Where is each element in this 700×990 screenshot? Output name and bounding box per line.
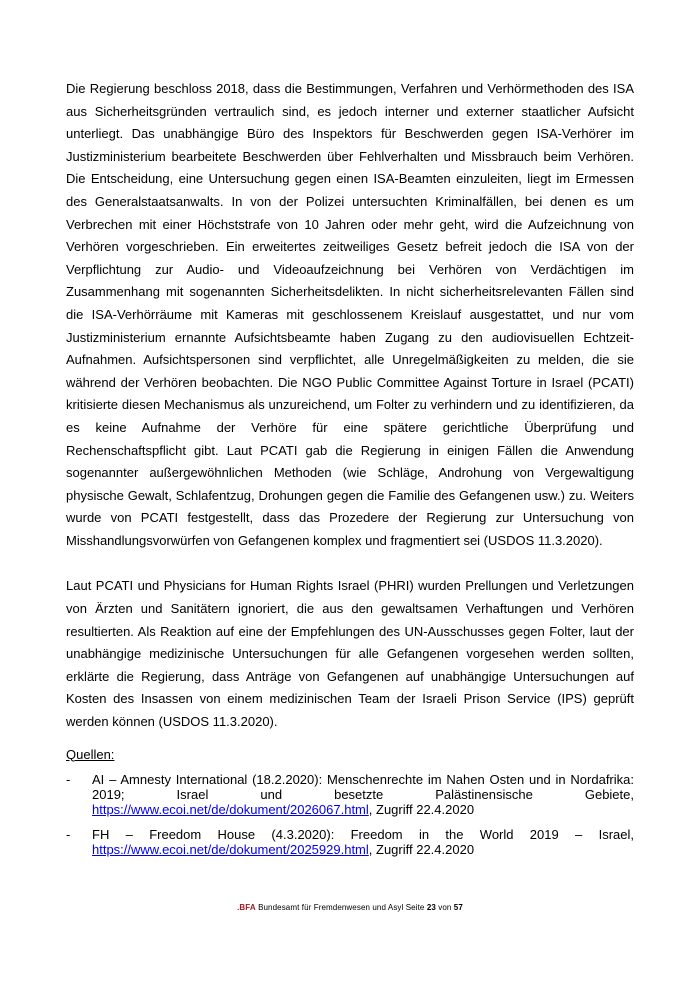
- list-bullet: -: [66, 827, 71, 843]
- source-text: FH – Freedom House (4.3.2020): Freedom in the World 2019 – Israel,: [92, 827, 634, 843]
- sources-heading: Quellen:: [66, 746, 115, 762]
- source-link[interactable]: https://www.ecoi.net/de/dokument/2025929.html: [92, 842, 369, 858]
- page-footer: [0, 903, 700, 913]
- source-link[interactable]: https://www.ecoi.net/de/dokument/2026067.html: [92, 802, 369, 818]
- footer-page-total: 57: [453, 903, 463, 912]
- source-text-block: [92, 772, 634, 817]
- footer-of-label: von: [438, 903, 452, 912]
- footer-page-label: Seite: [405, 903, 425, 912]
- bfa-logo: .BFA: [237, 903, 256, 912]
- source-item: [66, 827, 634, 857]
- footer-department: Bundesamt für Fremdenwesen und Asyl: [258, 903, 404, 912]
- body-paragraph-1: Die Regierung beschloss 2018, dass die Bestimmungen, Verfahren und Verhörmethoden des ISA aus Sicherheitsgründen vertraulich sind, es jedoch interner und externer staatlicher Aufsicht unterliegt. Das unabhängige Büro des Inspektors für Beschwerden gegen ISA-Verhörer im Justizministerium bearbeitete Beschwerden über Fehlverhalten und Missbrauch beim Verhören. Die Entscheidung, eine Untersuchung gegen einen ISA-Beamten einzuleiten, liegt im Ermessen des Generalstaatsanwalts. In von der Polizei untersuchten Kriminalfällen, bei denen es um Verbrechen mit einer Höchststrafe von 10 Jahren oder mehr geht, wird die Aufzeichnung von Verhören vorgeschrieben. Ein erweitertes zeitweiliges Gesetz befreit jedoch die ISA von der Verpflichtung zur Audio- und Videoaufzeichnung bei Verhören von Verdächtigen im Zusammenhang mit sogenannten Sicherheitsdelikten. In nicht sicherheitsrelevanten Fällen sind die ISA-Verhörräume mit Kameras mit geschlossenem Kreislauf ausgestattet, und nur vom Justizministerium ernannte Aufsichtsbeamte haben Zugang zu den audiovisuellen Echtzeit-Aufnahmen. Aufsichtspersonen sind verpflichtet, alle Unregelmäßigkeiten zu melden, die sie während der Verhören beobachten. Die NGO Public Committee Against Torture in Israel (PCATI) kritisierte diesen Mechanismus als unzureichend, um Folter zu verhindern und zu identifizieren, da es keine Aufnahme der Verhöre für eine spätere gerichtliche Überprüfung und Rechenschaftspflicht gibt. Laut PCATI gab die Regierung in einigen Fällen die Anwendung sogenannter außergewöhnlichen Methoden (wie Schläge, Androhung von Vergewaltigung physische Gewalt, Schlafentzug, Drohungen gegen die Familie des Gefangenen usw.) zu. Weiters wurde von PCATI festgestellt, dass das Prozedere der Regierung zur Untersuchung von Misshandlungsvorwürfen von Gefangenen komplex und fragmentiert sei (USDOS 11.3.2020).: [66, 81, 634, 548]
- sources-list: [66, 772, 634, 857]
- document-content: [66, 78, 634, 857]
- list-bullet: -: [66, 772, 71, 788]
- source-text: AI – Amnesty International (18.2.2020): Menschenrechte im Nahen Osten und in Nordafrika: 2019; Israel und besetzte Palästinensische Gebiete,: [92, 772, 634, 803]
- source-item: [66, 772, 634, 817]
- body-paragraph-2: Laut PCATI und Physicians for Human Rights Israel (PHRI) wurden Prellungen und Verletzungen von Ärzten und Sanitätern ignoriert, die aus den gewaltsamen Verhaftungen und Verhören resultierten. Als Reaktion auf eine der Empfehlungen des UN-Ausschusses gegen Folter, laut der unabhängige medizinische Untersuchungen für alle Gefangenen vorgesehen werden sollten, erklärte die Regierung, dass Anträge von Gefangenen auf unabhängige Untersuchungen auf Kosten des Insassen von einem medizinischen Team der Israeli Prison Service (IPS) geprüft werden können (USDOS 11.3.2020).: [66, 578, 634, 730]
- source-text: , Zugriff 22.4.2020: [368, 842, 475, 858]
- footer-page-current: 23: [426, 903, 436, 912]
- source-text-block: [92, 827, 634, 857]
- source-text: , Zugriff 22.4.2020: [368, 802, 475, 818]
